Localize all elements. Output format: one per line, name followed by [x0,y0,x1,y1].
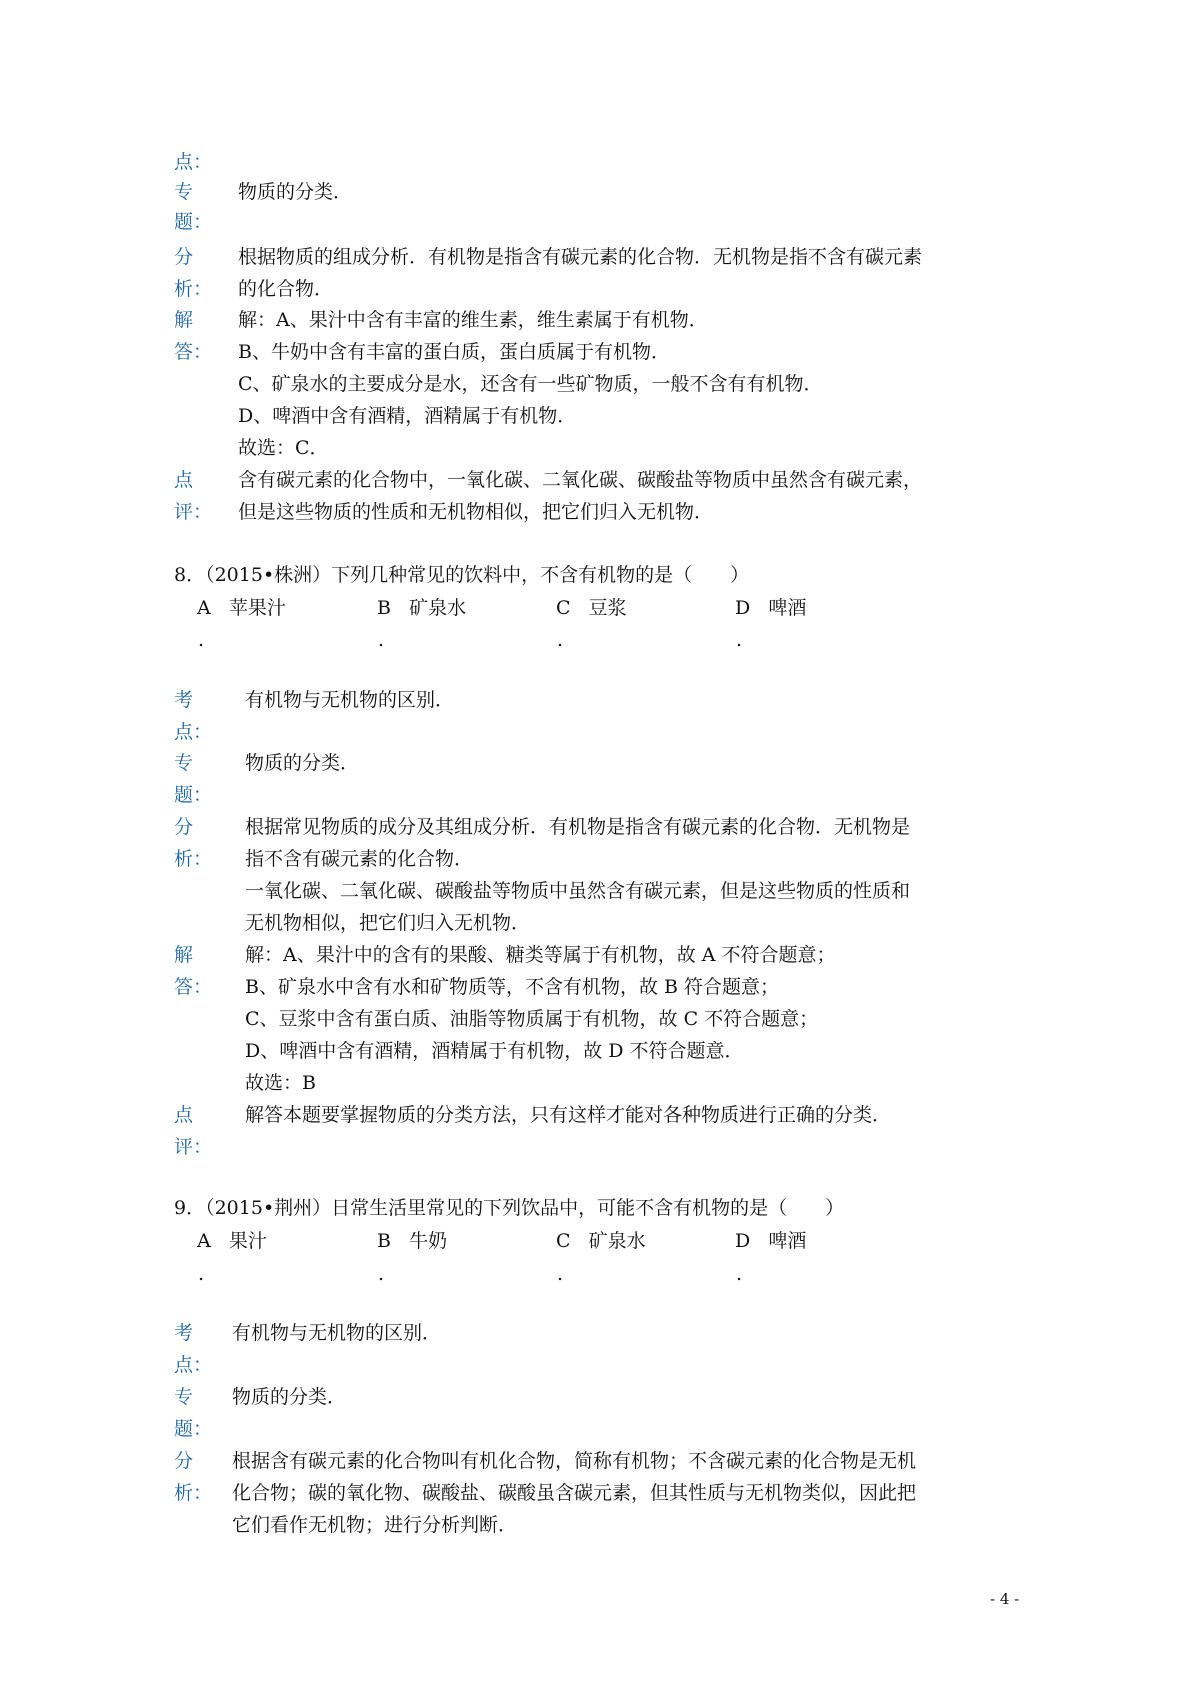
label-kaodian-tail: 点： [174,151,213,173]
zhuanti-text: 物质的分类． [245,752,360,774]
label-zhuanti-2: 题： [174,1418,213,1440]
label-kaodian-2: 点： [174,721,213,743]
label-jieda-2: 答： [174,341,213,363]
option-text: 啤酒 [768,597,807,619]
option-letter: D [735,1230,751,1252]
option-dot: . [378,1263,385,1285]
option-text: 果汁 [228,1230,267,1252]
jieda-line: 解：A、果汁中的含有的果酸、糖类等属于有机物，故 A 不符合题意； [245,944,836,966]
option-letter: B [377,597,391,619]
option-text: 啤酒 [768,1230,807,1252]
option-text: 豆浆 [588,597,627,619]
label-fenxi-2: 析： [174,1482,213,1504]
option-b [377,596,466,620]
option-text: 苹果汁 [228,597,286,619]
option-d [735,1229,806,1253]
jieda-line: 故选：C． [238,437,329,459]
label-jieda-1: 解 [174,944,194,966]
jieda-line: C、豆浆中含有蛋白质、油脂等物质属于有机物，故 C 不符合题意； [245,1008,819,1030]
dianping-line: 但是这些物质的性质和无机物相似，把它们归入无机物． [238,501,714,523]
jieda-line: C、矿泉水的主要成分是水，还含有一些矿物质，一般不含有有机物． [238,373,823,395]
question-stem: 9．（2015•荆州）日常生活里常见的下列饮品中，可能不含有机物的是（ ） [174,1197,845,1219]
label-zhuanti-2: 题： [174,784,213,806]
label-jieda-2: 答： [174,976,213,998]
option-b [377,1229,447,1253]
dianping-line: 解答本题要掌握物质的分类方法，只有这样才能对各种物质进行正确的分类． [245,1104,892,1126]
label-fenxi-1: 分 [174,816,194,838]
label-fenxi-2: 析： [174,848,213,870]
jieda-line: B、牛奶中含有丰富的蛋白质，蛋白质属于有机物． [238,341,670,363]
label-zhuanti-1: 专 [174,1386,194,1408]
fenxi-line: 化合物；碳的氧化物、碳酸盐、碳酸虽含碳元素，但其性质与无机物类似，因此把 [232,1482,917,1504]
option-a [197,1229,267,1253]
option-dot: . [198,629,205,651]
option-dot: . [198,1263,205,1285]
label-kaodian-1: 考 [174,689,194,711]
label-dianping-1: 点 [174,1104,194,1126]
fenxi-line: 指不含有碳元素的化合物． [245,848,474,870]
jieda-line: B、矿泉水中含有水和矿物质等，不含有机物，故 B 符合题意； [245,976,780,998]
option-letter: C [556,597,571,619]
zhuanti-text: 物质的分类． [238,181,353,203]
label-kaodian-1: 考 [174,1322,194,1344]
option-text: 牛奶 [409,1230,448,1252]
label-dianping-2: 评： [174,1136,213,1158]
jieda-line: 解：A、果汁中含有丰富的维生素，维生素属于有机物． [238,309,708,331]
fenxi-line: 一氧化碳、二氧化碳、碳酸盐等物质中虽然含有碳元素，但是这些物质的性质和 [245,880,911,902]
option-d [735,596,806,620]
label-kaodian-2: 点： [174,1354,213,1376]
label-fenxi-1: 分 [174,1450,194,1472]
jieda-line: 故选：B [245,1072,316,1094]
label-fenxi-2: 析： [174,278,213,300]
option-text: 矿泉水 [588,1230,646,1252]
jieda-line: D、啤酒中含有酒精，酒精属于有机物，故 D 不符合题意． [245,1040,744,1062]
option-c [556,1229,646,1253]
fenxi-line: 根据常见物质的成分及其组成分析．有机物是指含有碳元素的化合物．无机物是 [245,816,911,838]
fenxi-line: 的化合物． [238,278,334,300]
option-dot: . [378,629,385,651]
option-dot: . [736,629,743,651]
option-dot: . [736,1263,743,1285]
label-zhuanti-2: 题： [174,211,213,233]
label-jieda-1: 解 [174,309,194,331]
option-letter: C [556,1230,571,1252]
fenxi-line: 它们看作无机物；进行分析判断． [232,1514,518,1536]
label-zhuanti-1: 专 [174,752,194,774]
kaodian-text: 有机物与无机物的区别． [245,689,455,711]
label-fenxi-1: 分 [174,246,194,268]
page-number: - 4 - [990,1590,1020,1608]
option-text: 矿泉水 [409,597,467,619]
jieda-line: D、啤酒中含有酒精，酒精属于有机物． [238,405,577,427]
option-dot: . [557,629,564,651]
dianping-line: 含有碳元素的化合物中，一氧化碳、二氧化碳、碳酸盐等物质中虽然含有碳元素， [238,469,923,491]
fenxi-line: 根据物质的组成分析．有机物是指含有碳元素的化合物．无机物是指不含有碳元素 [238,246,923,268]
label-dianping-2: 评： [174,501,213,523]
option-letter: B [377,1230,391,1252]
question-stem: 8．（2015•株洲）下列几种常见的饮料中，不含有机物的是（ ） [174,564,750,586]
option-c [556,596,627,620]
label-dianping-1: 点 [174,469,194,491]
fenxi-line: 无机物相似，把它们归入无机物． [245,912,531,934]
option-letter: A [197,597,211,619]
kaodian-text: 有机物与无机物的区别． [232,1322,442,1344]
option-dot: . [557,1263,564,1285]
option-letter: A [197,1230,211,1252]
zhuanti-text: 物质的分类． [232,1386,347,1408]
label-zhuanti-1: 专 [174,181,194,203]
option-a [197,596,286,620]
option-letter: D [735,597,751,619]
fenxi-line: 根据含有碳元素的化合物叫有机化合物，简称有机物；不含碳元素的化合物是无机 [232,1450,917,1472]
